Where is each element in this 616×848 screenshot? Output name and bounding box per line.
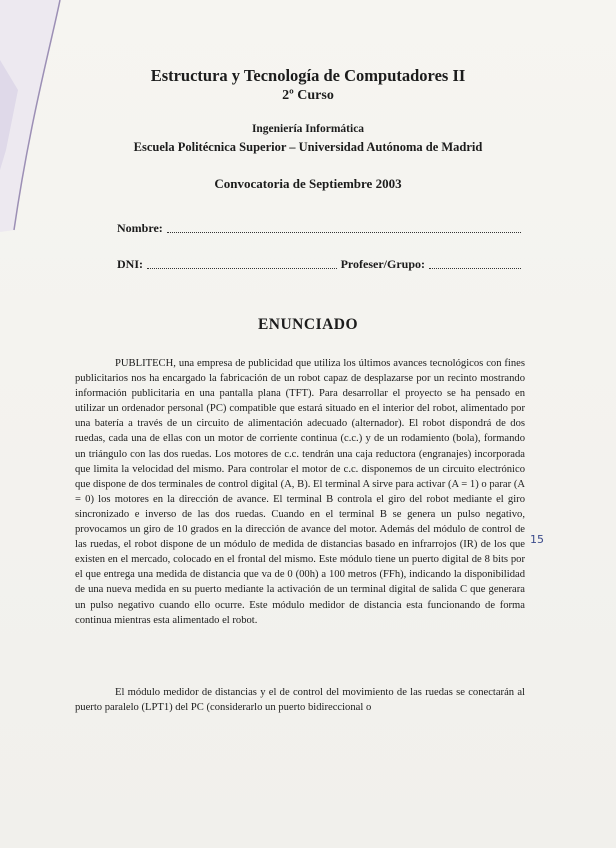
dni-label: DNI: — [117, 257, 143, 271]
course-year: 2º Curso — [282, 88, 334, 103]
paragraph-2-text: El módulo medidor de distancias y el de control del movimiento de las ruedas se conectarán al puerto paralelo (LPT1) del PC (considerarlo un puerto bidireccional o — [75, 687, 525, 714]
dni-blank-line[interactable] — [147, 267, 337, 269]
paper-stain-decoration — [0, 0, 70, 240]
exam-session: Convocatoria de Septiembre 2003 — [214, 176, 402, 191]
dni-field-row — [117, 256, 525, 272]
statement-paragraph-1 — [75, 356, 525, 628]
name-label: Nombre: — [117, 221, 163, 235]
professor-label: Profeser/Grupo: — [340, 257, 425, 271]
professor-blank-line[interactable] — [429, 267, 521, 269]
paragraph-1-text: PUBLITECH, una empresa de publicidad que utiliza los últimos avances tecnológicos con fines publicitarios nos ha encargado la fabricación de un robot capaz de desplazarse por un recinto mostrando información publicitaria en una pantalla plana (TFT). Para desarrollar el proyecto se ha pensado en utilizar un ordenador personal (PC) compatible que estará situado en el interior del robot, alimentado por una batería a través de un circuito de alimentación adecuado (alternador). El robot dispondrá de dos ruedas, cada una de ellas con un motor de corriente continua (c.c.) y de un rodamiento (bola), formando un triángulo con las dos ruedas. Los motores de c.c. tendrán una caja reductora (engranajes) incorporada que limita la velocidad del mismo. Para controlar el motor de c.c. disponemos de un circuito electrónico que dispone de dos terminales de control digital (A, B). El terminal A sirve para activar (A = 1) o parar (A = 0) los motores en la dirección de avance. El terminal B controla el giro del robot mediante el giro sincronizado e inverso de las dos ruedas. Cuando en el terminal B se genera un pulso negativo, provocamos un giro de 10 grados en la dirección de avance del motor. Además del módulo de control de las ruedas, el robot dispone de un módulo de medida de distancias basado en infrarrojos (IR) de los que existen en el mercado, colocado en el frontal del mismo. Este módulo tiene un puerto digital de 8 bits por el que entrega una medida de distancia que va de 0 (00h) a 100 metros (FFh), indicando la disponibilidad de una nueva medida en su puerto mediante la activación de un terminal digital de salida C que generara un pulso negativo cuando ello ocurre. Este módulo medidor de distancia esta funcionando de forma continua mientras esta alimentado el robot. — [75, 358, 525, 626]
name-field-row — [117, 220, 525, 236]
handwritten-margin-note: 15 — [530, 533, 544, 546]
degree-name: Ingeniería Informática — [251, 123, 365, 135]
school-name: Escuela Politécnica Superior – Universidad Autónoma de Madrid — [133, 140, 483, 154]
statement-paragraph-2 — [75, 685, 525, 715]
name-blank-line[interactable] — [167, 231, 521, 233]
section-heading: ENUNCIADO — [257, 316, 359, 333]
course-title: Estructura y Tecnología de Computadores II — [150, 66, 466, 85]
